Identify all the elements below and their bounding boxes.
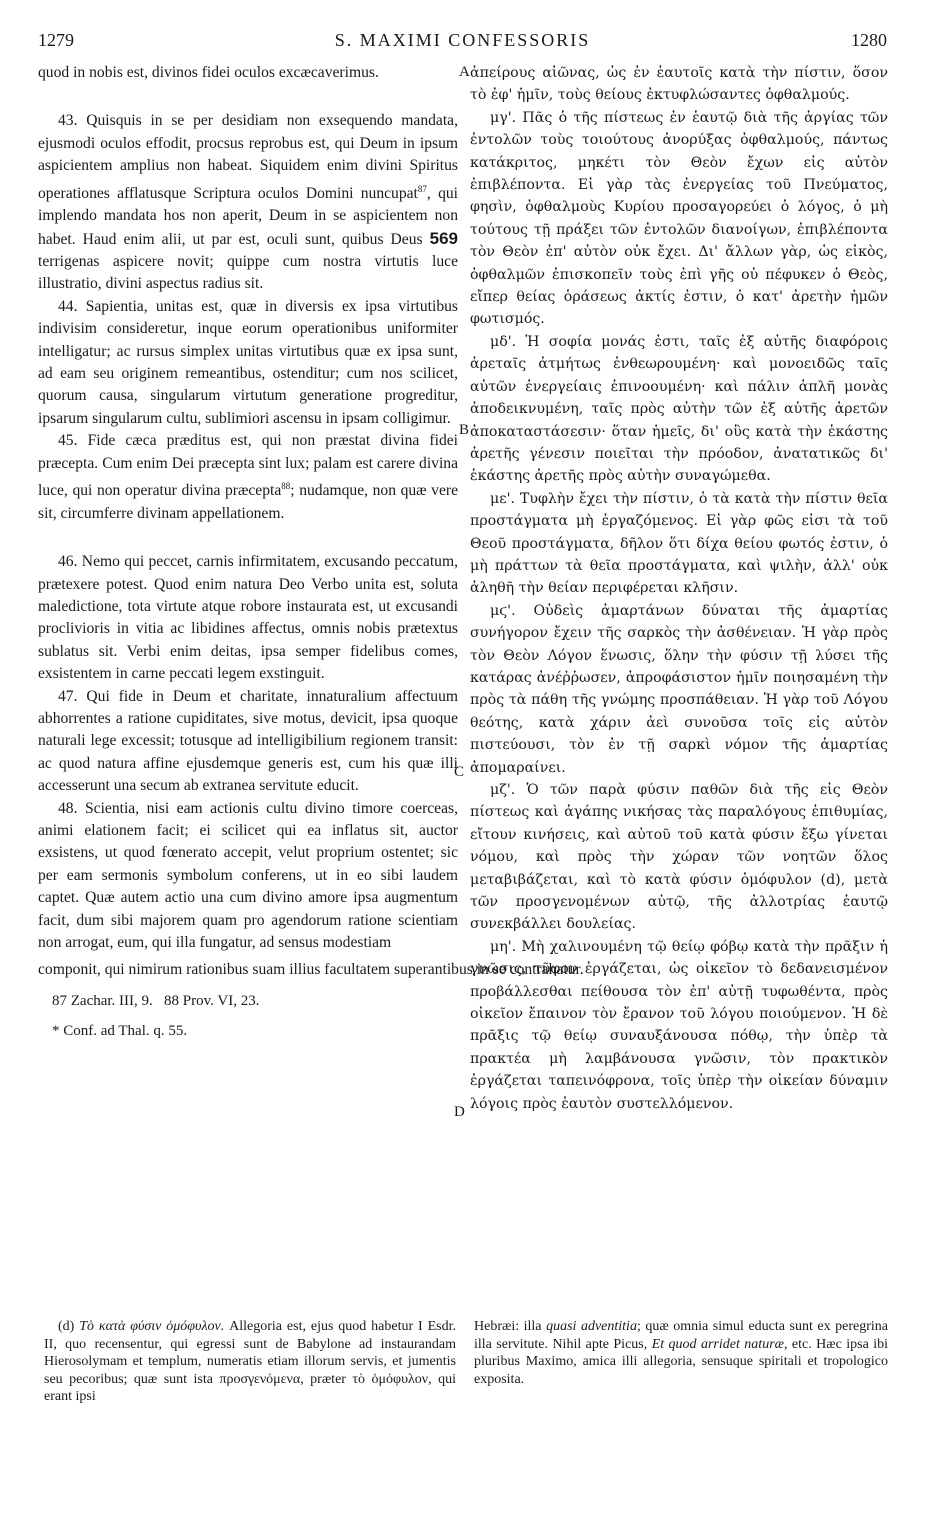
- footnote-text: 88 Prov. VI, 23.: [164, 993, 260, 1009]
- column-number-569: 569: [429, 228, 458, 248]
- greek-paragraph-46: μϛ'. Οὐδεὶς ἁμαρτάνων δύναται τῆς ἁμαρτίας συνήγορον ἔχειν τῆς σαρκὸς τὴν ἀσθένειαν. Ἡ γὰρ πρὸς τὸν Θεὸν Λόγον ἕνωσις, ὅλην τὴν φύσιν τῇ λύσει τῆς κατάρας ἀνέῤῥωσεν, ἀπροφάσιστον ἡμῖν ποιησαμένη τὴν πρὸς τὰ πάθη τῆς γνώμης προσπάθειαν. Ἡ γὰρ τοῦ Λόγου θεότης, κατὰ χάριν ἀεὶ συνοῦσα τοῖς εἰς αὐτὸν πιστεύουσι, τὸν ἐν τῇ σαρκὶ νόμον τῆς ἁμαρτίας ἀπομαραίνει.: [470, 602, 888, 776]
- footnote-87: [52, 990, 259, 1012]
- note-greek: Τὸ κατὰ φύσιν ὁμόφυλον.: [79, 1319, 225, 1334]
- latin-paragraph-47: 47. Qui fide in Deum et charitate, innaturalium affectuum abhorrentes a ratione cupiditates, sive motus, devicit, ipsa quoque naturali lege excessit; totusque ad intelligibilium regionem transit: ac quod natura affine ejusdemque generis est, cum his quæ illi accesserunt una secum ab extranea servitute educit.: [38, 687, 458, 795]
- latin-text: terrigenas aspicere novit; quippe cum nostra virtutis luce illustratio, divini aspectus radius sit.: [38, 253, 458, 293]
- latin-text: 45. Fide cæca præditus est, qui non præstat divina fidei præcepta. Cum enim Dei præcepta sint lux; palam est carere divina luce, qui non operatur divina præcepta: [38, 432, 458, 500]
- latin-text: 43. Quisquis in se per desidiam non exsequendo mandata, ejusmodi oculos effodit, procsus reprobus est, qui Deum in ipsum aspicientem amplius non habeat. Siquidem enim divini Spiritus operationes afflatusque Scriptura oculos Domini nuncupat: [38, 112, 458, 202]
- greek-paragraph-43: μγ'. Πᾶς ὁ τῆς πίστεως ἐν ἑαυτῷ διὰ τῆς ἀργίας τῶν ἐντολῶν τοὺς τοιούτους ἀνορύξας ὀφθαλμούς, πάντως κατάκριτος, μηκέτι τὸν Θεὸν ἔχων εἰς αὐτὸν ἐπιβλέποντα. Εἰ γὰρ τὰς ἐνεργείας τοῦ Πνεύματος, φησὶν, ὀφθαλμοὺς Κυρίου προσαγορεύει ὁ λόγος, ὁ μὴ τούτους τῇ πράξει τῶν ἐντολῶν διανοίγων, ἐπιβλέποντα τὸν Θεὸν ἐπ' αὐτὸν οὐκ ἔχει. Δι' ἄλλων γὰρ, ὡς εἰκὸς, ὀφθαλμῶν ἐπισκοπεῖν τοὺς ἐπὶ γῆς οὐ πέφυκεν ὁ Θεὸς, εἴπερ θείας ὁράσεως ἀκτίς ἐστιν, ὁ κατ' ἀρετὴν ἡμῶν φωτισμός.: [470, 109, 888, 328]
- running-title: S. MAXIMI CONFESSORIS: [334, 30, 591, 50]
- latin-text: , qui implendo mandata hos non aperit, Deum in se aspicientem non habet. Haud enim alii, ut par est, oculi sunt, quibus Deus: [38, 184, 458, 248]
- margin-letter-c: C: [454, 764, 465, 780]
- latin-column: [38, 62, 458, 954]
- note-text: , etc. Hæc ipsa ibi pluribus Maximo, amica illi allegoria, sensuque spiritali et tropologico exposita.: [474, 1336, 889, 1387]
- note-text: Allegoria est, ejus quod habetur I Esdr. II, quo recensentur, qui egressi sunt de Babylone ad instaurandam Hierosolymam et templum, numeratis etiam illorum servis, et jumentis seu pecoribus; quæ sunt ista προσγενόμενα, præter τὸ ὁμόφυλον, qui erant ipsi: [44, 1319, 456, 1404]
- latin-closing-line: componit, qui nimirum rationibus suam illius facultatem superantibus in se contrahatur.: [38, 961, 584, 978]
- note-emphasis: quasi adventitia: [546, 1319, 637, 1334]
- latin-paragraph: quod in nobis est, divinos fidei oculos excæcaverimus.: [38, 64, 379, 81]
- footnotes: [52, 990, 259, 1042]
- latin-paragraph-45: [38, 430, 458, 525]
- latin-paragraph-43: [38, 110, 458, 295]
- margin-letter-b: B: [459, 422, 470, 438]
- latin-paragraph-48: 48. Scientia, nisi eam actionis cultu divino timore coerceas, animi elationem facit; ei scilicet qui ea inflatus sit, auctor exsistens, ut quod fœnerato accepit, velut proprium ostentet; sic per eam sermonis symbolum conferens, ut in eo sibi laudem captet. Quæ autem actio una cum divino amore ipsa augmentum facit, dum sibi majorem quam pro agendorum ratione scientiam non arrogat, eum, qui illa fungatur, ad sensus modestiam: [38, 799, 458, 951]
- note-label: (d): [58, 1319, 75, 1334]
- greek-column: [470, 62, 888, 1115]
- editor-note-right: [474, 1318, 888, 1388]
- footnote-text: 87 Zachar. III, 9.: [52, 993, 153, 1009]
- note-text: ; quæ omnia simul educta sunt ex peregrina illa servitute. Nihil apte Picus,: [474, 1319, 889, 1352]
- greek-paragraph-48: μη'. Μὴ χαλινουμένη τῷ θείῳ φόβῳ κατὰ τὴν πρᾶξιν ἡ γνῶσις, τῦφον ἐργάζεται, ὡς οἰκεῖον τὸ δεδανεισμένον προβάλλεσθαι πείθουσα τὸν ἐπ' αὐτῇ τυφωθέντα, πρὸς οἰκεῖον ἔπαινον τὸν ἔρανον τοῦ λόγου ποιούμενον. Ἡ δὲ πρᾶξις τῷ θείῳ συναυξάνουσα πόθῳ, τὴν ὑπὲρ τὰ πρακτέα μὴ λαμβάνουσα γνῶσιν, τὸν πρακτικὸν ἐργάζεται ταπεινόφρονα, τοῖς ὑπὲρ τὴν οἰκείαν δύναμιν λόγοις πρὸς ἑαυτὸν συστελλόμενον.: [470, 938, 888, 1112]
- page-number-right: 1280: [851, 30, 887, 50]
- margin-letter-a: A: [459, 64, 470, 80]
- footnote-ref-88: 88: [281, 481, 291, 492]
- note-emphasis: Et quod arridet naturæ: [651, 1336, 784, 1352]
- editor-note-continued: [474, 1318, 888, 1388]
- page-header: [38, 30, 887, 60]
- margin-letter-d: D: [454, 1104, 465, 1120]
- latin-text: ; nudamque, non quæ vere sit, circumferre divinam appellationem.: [38, 482, 458, 522]
- footnote-ref-87: 87: [417, 183, 427, 194]
- greek-paragraph-45: με'. Τυφλὴν ἔχει τὴν πίστιν, ὁ τὰ κατὰ τὴν πίστιν θεῖα προστάγματα μὴ ἐργαζόμενος. Εἰ γὰρ φῶς εἰσι τὰ τοῦ Θεοῦ προστάγματα, δῆλον ὅτι δίχα θείου φωτός ἐστιν, ὁ μὴ πράττων τὰ θεῖα προστάγματα, καὶ ψιλὴν, ἀλλ' οὐκ ἀληθῆ τὴν θείαν περιφέρεται κλῆσιν.: [470, 490, 888, 597]
- greek-paragraph-44: μδ'. Ἡ σοφία μονάς ἐστι, ταῖς ἐξ αὐτῆς διαφόροις ἀρεταῖς ἀτμήτως ἐνθεωρουμένη· καὶ μονοειδῶς ταῖς αὐτῶν ἐνεργείαις ἐπινοουμένη· καὶ πάλιν ἁπλῆ μονὰς ἀποδεικνυμένη, ταῖς πρὸς αὐτὴν τῶν ἐξ αὐτῆς ἀρετῶν ἀποκαταστάσεσιν· ὅταν ἡμεῖς, δι' οὓς κατὰ τὴν ἑκάστης ἀρετῆς γένεσιν ποιεῖται τὴν πρόοδον, ἀνατατικῶς δι' ἑκάστης ἀρετῆς πρὸς αὐτὴν συναγώμεθα.: [470, 333, 888, 485]
- note-text: Hebræi: illa: [474, 1319, 542, 1334]
- greek-paragraph: ἀπείρους αἰῶνας, ὡς ἐν ἑαυτοῖς κατὰ τὴν πίστιν, ὅσον τὸ ἐφ' ἡμῖν, τοὺς θείους ἐκτυφλώσαντες ὀφθαλμούς.: [470, 65, 888, 104]
- latin-paragraph-44: 44. Sapientia, unitas est, quæ in diversis ex ipsa virtutibus indivisim consideretur, inque eorum operationibus uniformiter intelligatur; ac rursus simplex unitas virtutibus quæ ex ipsa sunt, ad eam seu originem remeantibus, ostenditur; cum nos scilicet, quorum causa, singularum virtutum generatione progreditur, ipsarum singularum cultu, sublimiori ascensu in ipsam colligimur.: [38, 297, 458, 427]
- latin-paragraph-46: 46. Nemo qui peccet, carnis infirmitatem, excusando peccatum, prætexere potest. Quod enim natura Deo Verbo unita est, soluta maledictione, tota virtute atque robore instaurata est, ut excusandi proclivioris in vitia ac libidines affectus, omnis nobis prætextus sublatus sit. Verbi enim deitas, ipsa semper fidelibus comes, exsistentem in carne peccati legem exstinguit.: [38, 553, 458, 683]
- page-number-left: 1279: [38, 30, 74, 50]
- greek-paragraph-47: μζ'. Ὁ τῶν παρὰ φύσιν παθῶν διὰ τῆς εἰς Θεὸν πίστεως καὶ ἀγάπης νικήσας τὰς παραλόγους ἐπιθυμίας, εἴτουν κινήσεις, καὶ αὐτοῦ τοῦ κατὰ φύσιν ἔξω γίνεται νόμου, καὶ πρὸς τὴν χώραν τῶν νοητῶν ὅλος μεταβιβάζεται, καὶ τὸ κατὰ φύσιν ὁμόφυλον (d), μετὰ τῶν προσγενομένων αὐτῷ, τῆς ἀλλοτρίας ἑαυτῷ συνεκβάλλει δουλείας.: [470, 782, 888, 933]
- editor-note-left: [44, 1318, 456, 1406]
- footnote-conf: * Conf. ad Thal. q. 55.: [52, 1023, 188, 1039]
- editor-note-d: [44, 1318, 456, 1406]
